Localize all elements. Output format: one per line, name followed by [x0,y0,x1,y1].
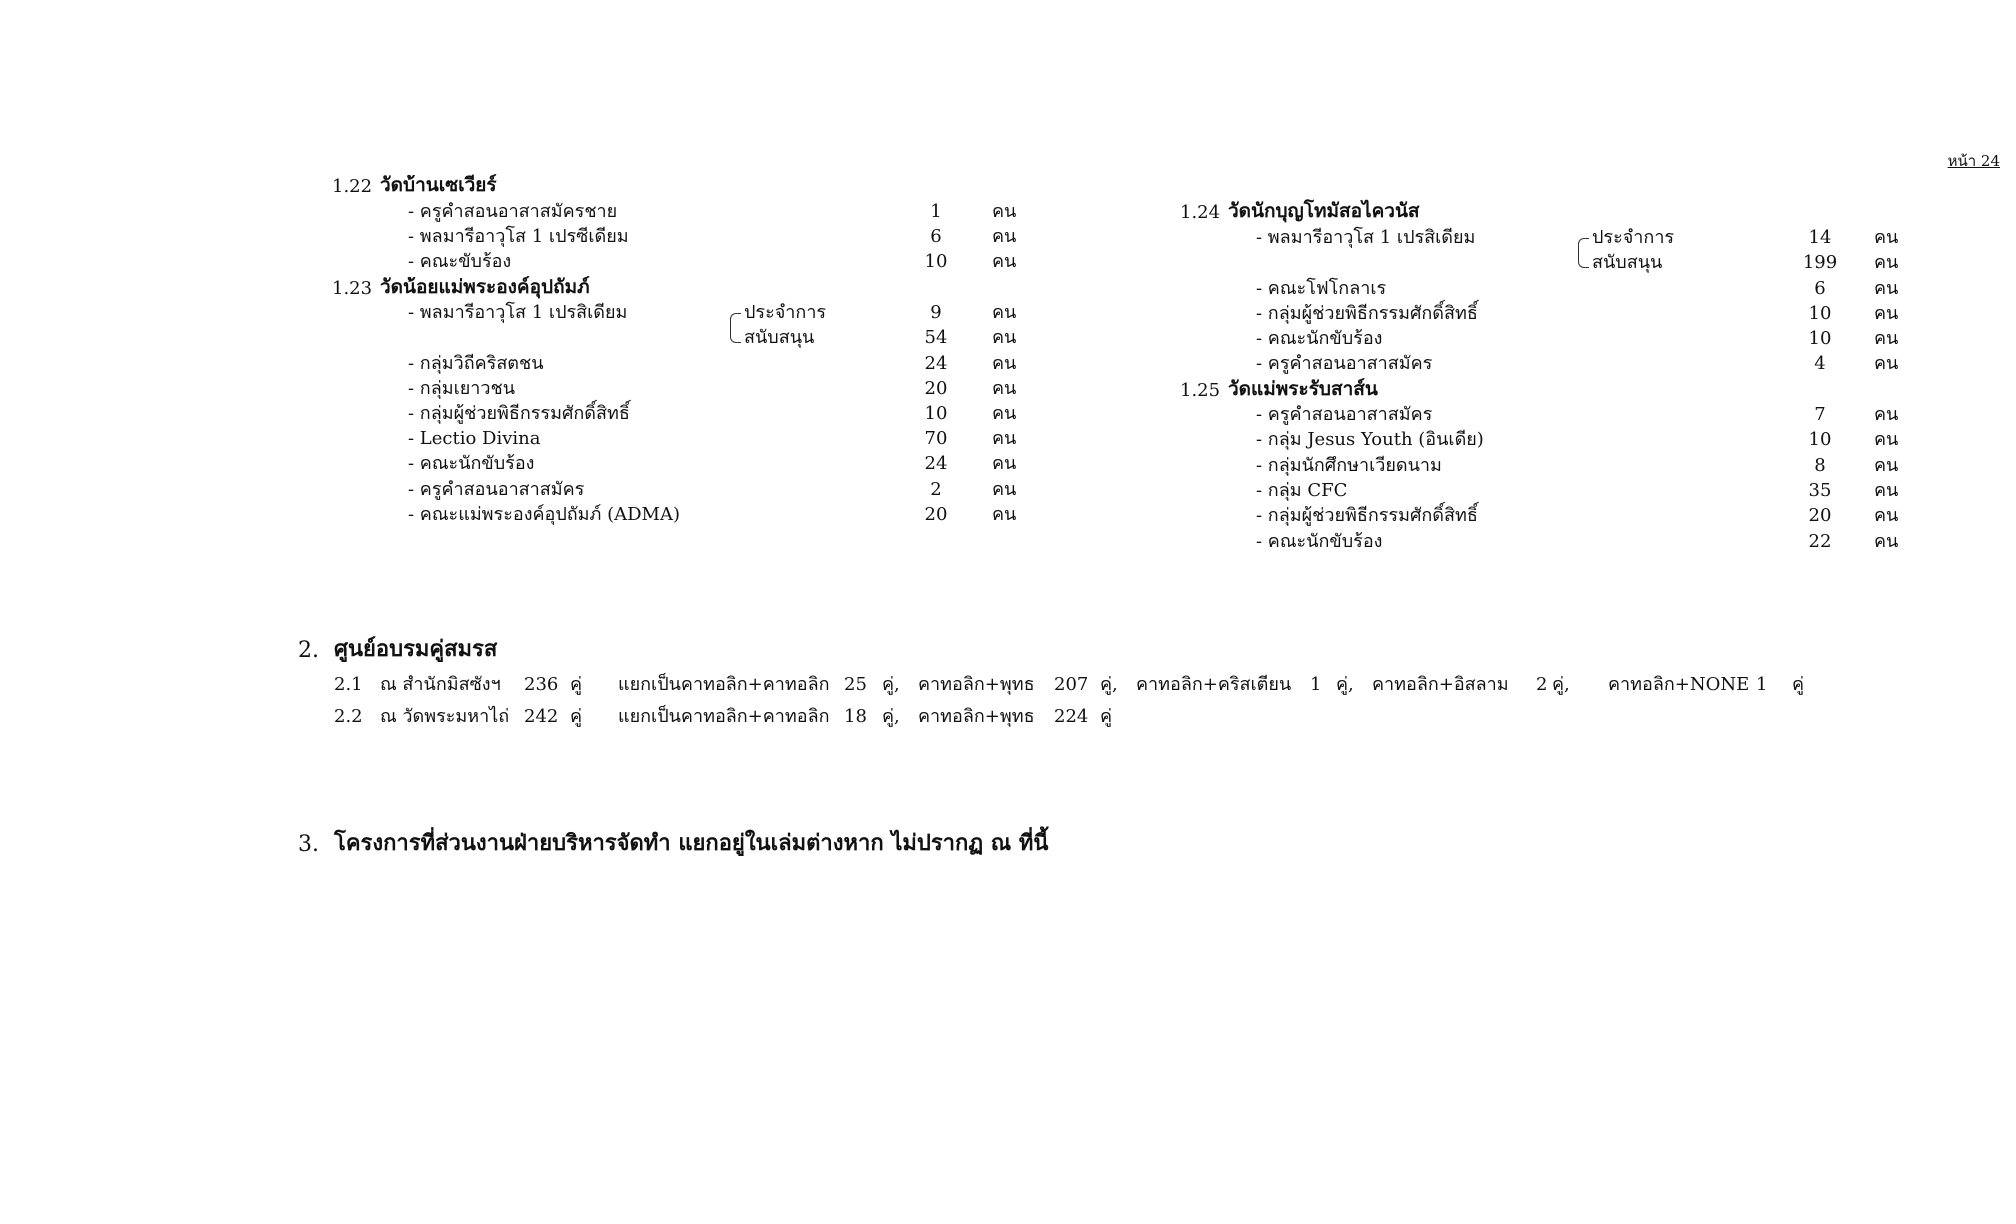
pair-unit: คู่, [1100,674,1118,695]
list-item-label: - พลมารีอาวุโส 1 เปรสิเดียม [408,302,628,323]
section-title: ศูนย์อบรมคู่สมรส [334,636,498,662]
row-total: 236 [524,674,559,695]
list-item-unit: คน [1874,455,1899,476]
list-item-unit: คน [1874,278,1899,299]
list-item-label: - กลุ่มผู้ช่วยพิธีกรรมศักดิ์สิทธิ์ [1256,303,1478,324]
list-item-count: 70 [924,428,948,449]
row-total-unit: คู่ [570,706,583,727]
list-item-unit: คน [992,453,1017,474]
subsection-number: 1.23 [332,278,373,299]
list-item-count: 6 [930,226,942,247]
list-item-unit: คน [1874,303,1899,324]
subsection-number: 1.22 [332,176,373,197]
list-item-unit: คน [992,504,1017,525]
list-item-label: - พลมารีอาวุโส 1 เปรสิเดียม [1256,227,1476,248]
list-item-count: 4 [1814,353,1826,374]
list-item-unit: คน [992,201,1017,222]
row-split-label: แยกเป็นคาทอลิก+คาทอลิก [618,674,830,695]
list-item-unit: คน [1874,353,1899,374]
list-item-count: 199 [1802,252,1838,273]
list-item-label: - คณะนักขับร้อง [408,453,535,474]
pair-count: 1 [1756,674,1768,695]
list-item-count: 10 [1808,429,1832,450]
pair-unit: คู่ [1792,674,1805,695]
list-item-label: - ครูคำสอนอาสาสมัครชาย [408,201,618,222]
list-item-count: 8 [1814,455,1826,476]
row-number: 2.1 [334,674,363,695]
row-total: 242 [524,706,559,727]
row-place: ณ วัดพระมหาไถ่ [380,706,510,727]
pair-unit: คู่, [1552,674,1570,695]
list-item-label: - คณะนักขับร้อง [1256,531,1383,552]
list-item-unit: คน [992,251,1017,272]
pair-count: 207 [1054,674,1089,695]
list-item-unit: คน [992,479,1017,500]
pair-count: 18 [844,706,867,727]
list-item-label: - คณะขับร้อง [408,251,512,272]
list-item-unit: คน [1874,505,1899,526]
list-item-unit: คน [1874,227,1899,248]
pair-label: คาทอลิก+คริสเตียน [1136,674,1292,695]
row-total-unit: คู่ [570,674,583,695]
pair-label: คาทอลิก+อิสลาม [1372,674,1509,695]
bracket-brace [730,313,741,343]
list-item-unit: คน [1874,404,1899,425]
section-number: 3. [298,832,319,857]
list-item-count: 54 [924,327,948,348]
list-item-count: 10 [1808,303,1832,324]
pair-unit: คู่, [1336,674,1354,695]
list-item-unit: คน [1874,480,1899,501]
list-item-label: - Lectio Divina [408,428,541,449]
list-item-count: 9 [930,302,942,323]
list-item-label: - กลุ่ม CFC [1256,480,1348,501]
list-item-label: - พลมารีอาวุโส 1 เปรซีเดียม [408,226,629,247]
pair-label: คาทอลิก+พุทธ [918,674,1035,695]
list-item-label: - คณะแม่พระองค์อุปถัมภ์ (ADMA) [408,504,681,525]
bracket-brace [1578,238,1589,268]
list-item-unit: คน [992,353,1017,374]
list-item-count: 35 [1808,480,1832,501]
list-item-count: 14 [1808,227,1832,248]
list-item-label: - คณะโฟโกลาเร [1256,278,1387,299]
list-item-unit: คน [992,428,1017,449]
list-item-label: - ครูคำสอนอาสาสมัคร [408,479,585,500]
page-number: หน้า 24 [1947,152,2000,170]
list-item-count: 7 [1814,404,1826,425]
list-item-unit: คน [1874,252,1899,273]
list-item-count: 20 [924,504,948,525]
list-item-count: 20 [924,378,948,399]
list-item-label: - กลุ่ม Jesus Youth (อินเดีย) [1256,429,1484,450]
list-item-unit: คน [1874,328,1899,349]
list-item-count: 6 [1814,278,1826,299]
section-number: 2. [298,638,319,663]
pair-count: 1 [1310,674,1322,695]
list-item-label: - คณะนักขับร้อง [1256,328,1383,349]
sub-item-label: ประจำการ [744,302,827,323]
row-place: ณ สำนักมิสซังฯ [380,674,501,695]
pair-count: 224 [1054,706,1089,727]
pair-label: คาทอลิก+พุทธ [918,706,1035,727]
list-item-count: 24 [924,453,948,474]
list-item-unit: คน [992,403,1017,424]
subsection-title: วัดน้อยแม่พระองค์อุปถัมภ์ [380,276,590,298]
list-item-count: 2 [930,479,942,500]
subsection-title: วัดบ้านเซเวียร์ [380,174,497,196]
list-item-unit: คน [1874,531,1899,552]
pair-label: คาทอลิก+NONE [1608,674,1750,695]
list-item-count: 10 [924,251,948,272]
pair-unit: คู่, [882,674,900,695]
list-item-label: - กลุ่มผู้ช่วยพิธีกรรมศักดิ์สิทธิ์ [408,403,630,424]
list-item-count: 22 [1808,531,1832,552]
list-item-count: 24 [924,353,948,374]
subsection-number: 1.25 [1180,380,1221,401]
list-item-count: 1 [930,201,942,222]
list-item-unit: คน [992,327,1017,348]
sub-item-label: สนับสนุน [1592,252,1663,273]
subsection-number: 1.24 [1180,202,1221,223]
pair-count: 25 [844,674,867,695]
list-item-count: 10 [924,403,948,424]
subsection-title: วัดนักบุญโทมัสอไควนัส [1228,200,1420,222]
list-item-label: - กลุ่มวิถีคริสตชน [408,353,544,374]
list-item-label: - กลุ่มนักศึกษาเวียดนาม [1256,455,1442,476]
row-split-label: แยกเป็นคาทอลิก+คาทอลิก [618,706,830,727]
list-item-label: - กลุ่มเยาวชน [408,378,516,399]
list-item-unit: คน [992,226,1017,247]
sub-item-label: สนับสนุน [744,327,815,348]
row-number: 2.2 [334,706,363,727]
subsection-title: วัดแม่พระรับสาส์น [1228,378,1378,400]
sub-item-label: ประจำการ [1592,227,1675,248]
section-title: โครงการที่ส่วนงานฝ่ายบริหารจัดทำ แยกอยู่ในเล่มต่างหาก ไม่ปรากฏ ณ ที่นี้ [334,830,1049,856]
list-item-label: - ครูคำสอนอาสาสมัคร [1256,404,1433,425]
list-item-unit: คน [992,378,1017,399]
list-item-label: - กลุ่มผู้ช่วยพิธีกรรมศักดิ์สิทธิ์ [1256,505,1478,526]
pair-count: 2 [1536,674,1548,695]
list-item-unit: คน [1874,429,1899,450]
list-item-label: - ครูคำสอนอาสาสมัคร [1256,353,1433,374]
list-item-unit: คน [992,302,1017,323]
pair-unit: คู่, [882,706,900,727]
list-item-count: 10 [1808,328,1832,349]
pair-unit: คู่ [1100,706,1113,727]
list-item-count: 20 [1808,505,1832,526]
